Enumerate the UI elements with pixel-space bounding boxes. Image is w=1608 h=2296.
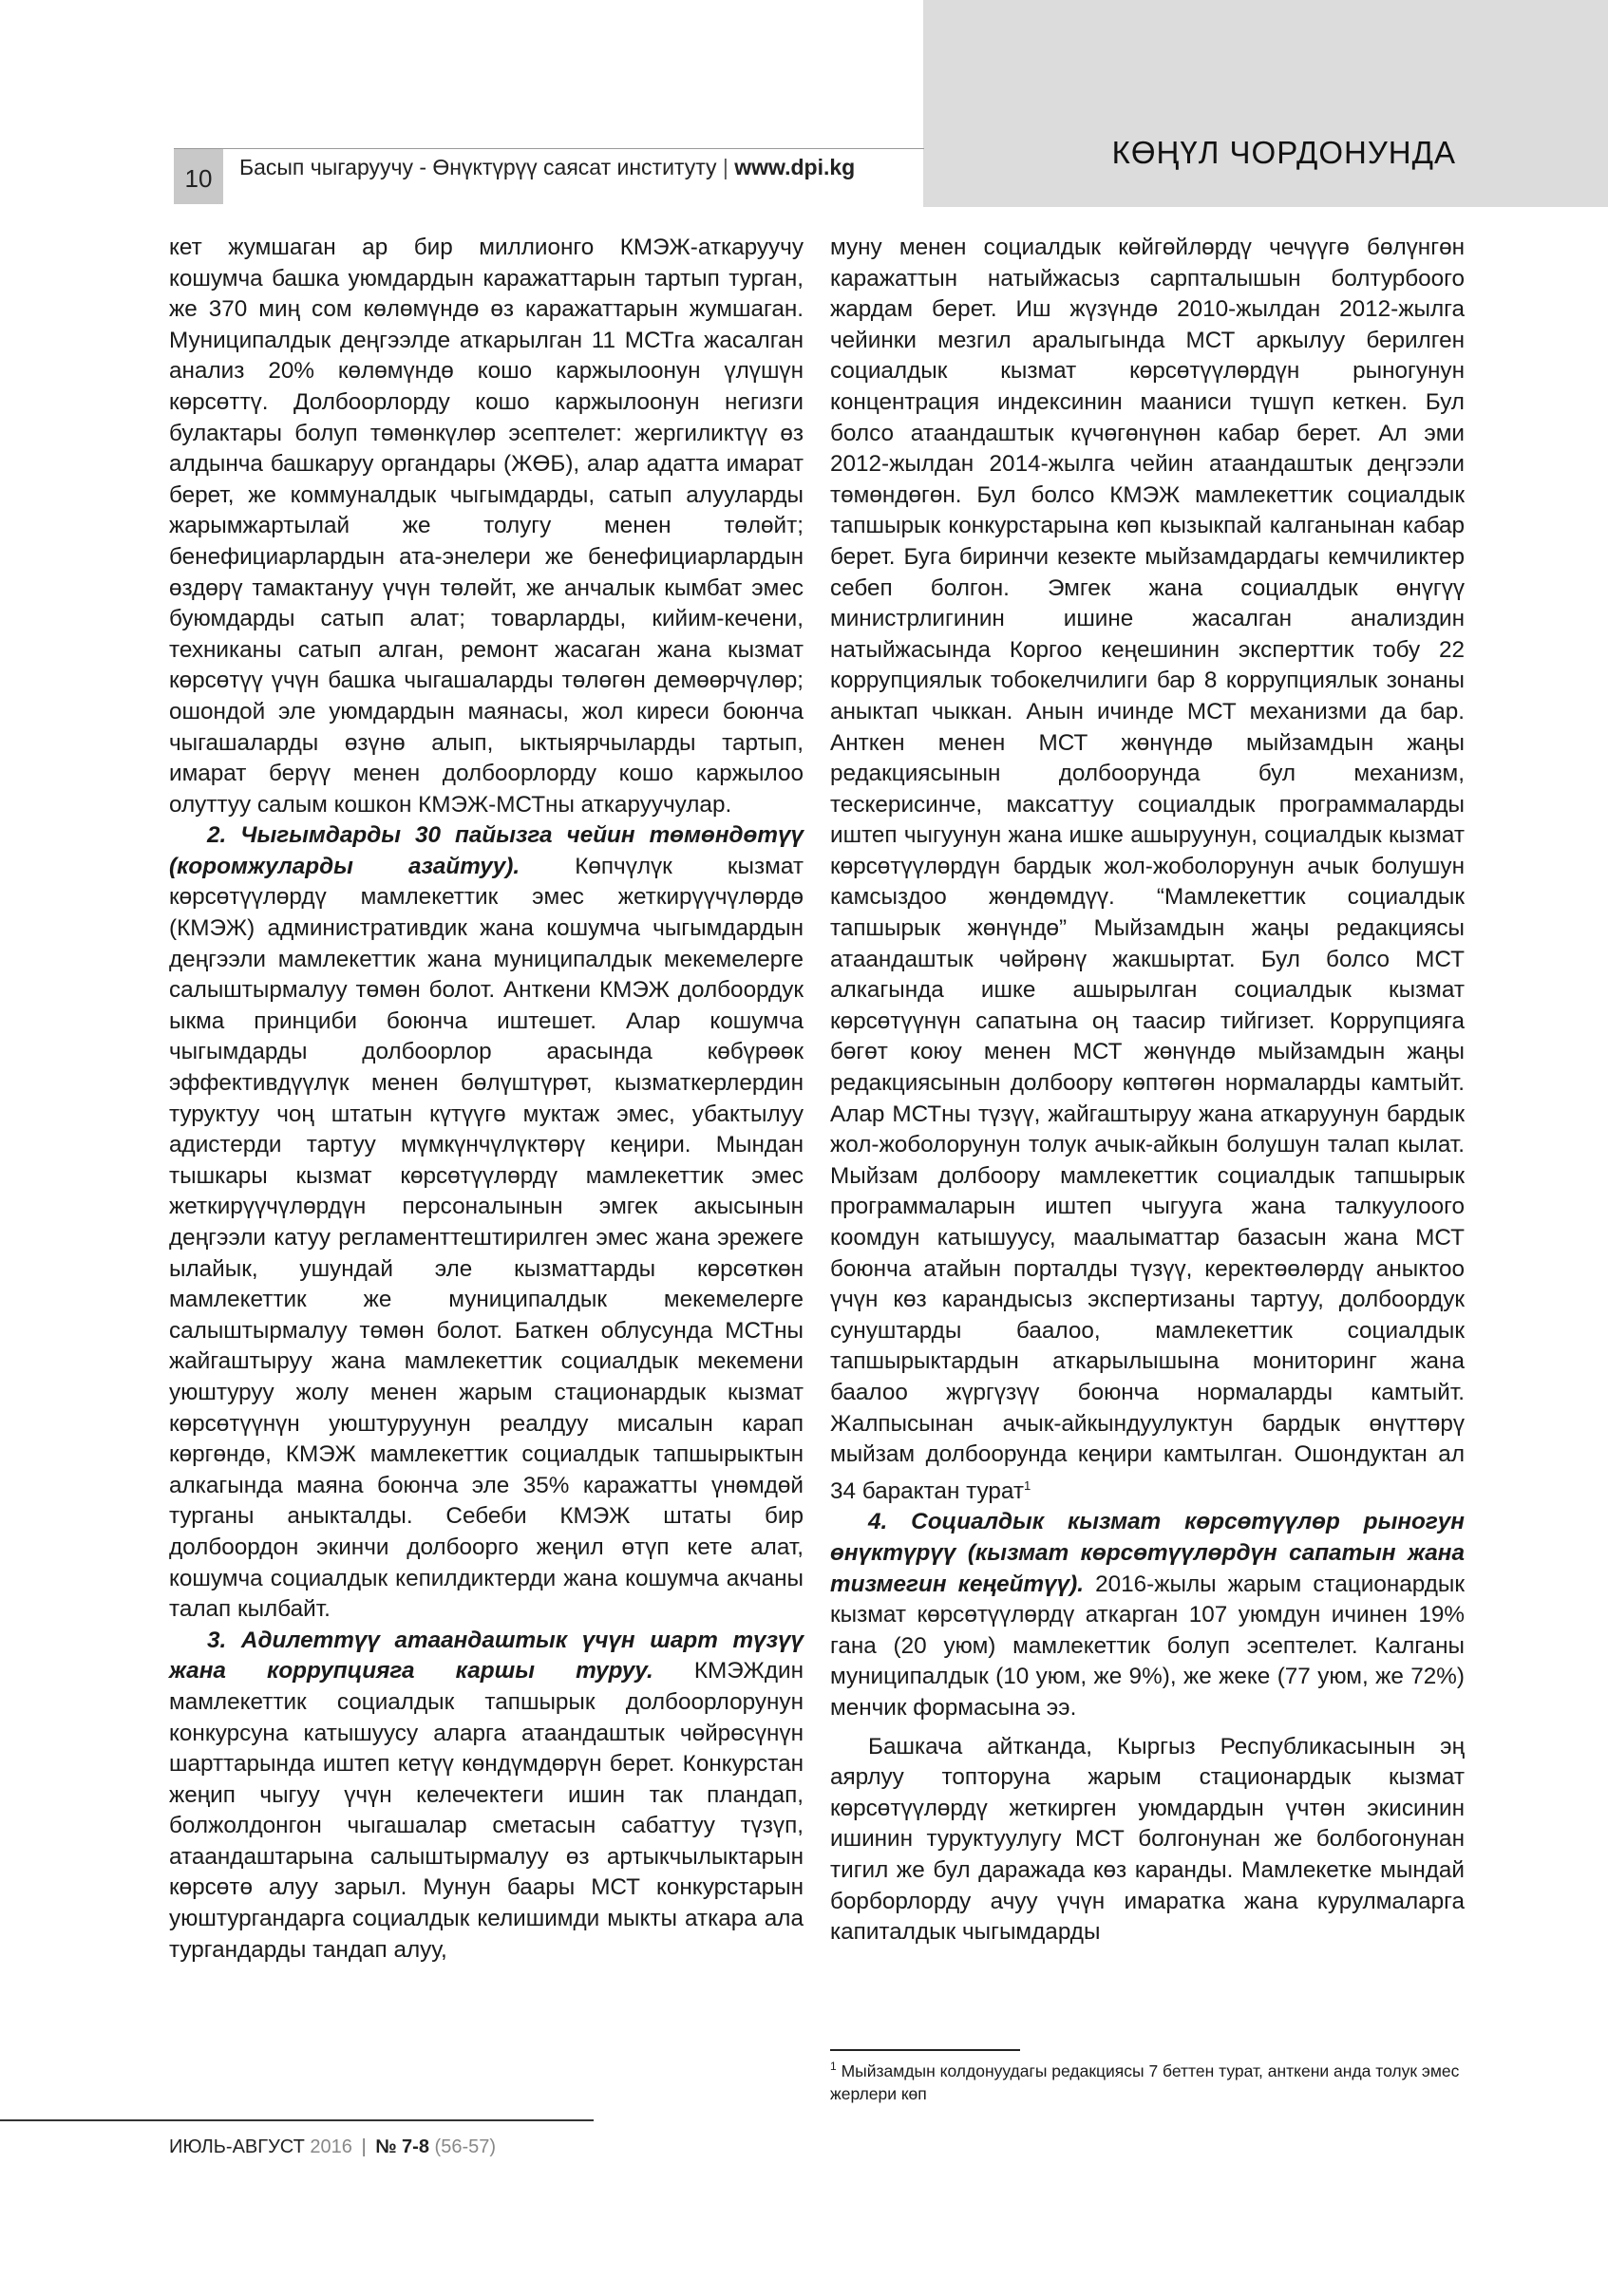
issue-year: 2016 — [310, 2136, 352, 2157]
footer-rule — [0, 2119, 594, 2121]
publisher-name: Басып чыгаруучу - Өнүктүрүү саясат институту — [239, 155, 717, 179]
section-heading-4: 4. Социалдык кызмат көрсөтүүлөр рыногун өнүктүрүү (кызмат көрсөтүүлөрдүн сапатын жана тизмегин кеңейтүү). — [830, 1509, 1465, 1597]
left-section-2 — [169, 820, 804, 1625]
section-heading-2: 2. Чыгымдарды 30 пайызга чейин төмөндөтүү (коромжуларды азайтуу). — [169, 822, 804, 879]
section-header-box — [923, 0, 1608, 207]
issue-months: ИЮЛЬ-АВГУСТ — [169, 2136, 305, 2157]
footnote — [830, 2055, 1465, 2105]
footnote-marker: 1 — [830, 2060, 837, 2073]
right-paragraph-5: Башкача айтканда, Кыргыз Республикасынын эң аярлуу топторуна жарым стационардык кызмат көрсөтүүлөрдү жеткирген уюмдардын үчтөн экисинин ишинин туруктуулугу МСТ болгонунан же болбогонунан тигил же бул даражада көз каранды. Мамлекетке мындай борборлорду ачуу үчүн имаратка жана курулмаларга капиталдык чыгымдарды — [830, 1733, 1465, 1946]
page-number: 10 — [174, 149, 223, 204]
header-rule — [174, 148, 924, 149]
footnote-rule — [830, 2049, 1020, 2051]
left-column — [169, 233, 804, 1966]
issue-pages: (56-57) — [434, 2136, 497, 2157]
footer-separator: | — [361, 2136, 367, 2157]
right-column — [830, 233, 1465, 1948]
issue-number: № 7-8 — [375, 2136, 429, 2157]
right-paragraph-4: 2016-жылы жарым стационардык кызмат көрсөтүүлөрдү аткарган 107 уюмдун ичинен 19% гана (20 уюм) мамлекеттик болуп эсептелет. Калганы муниципалдык (10 уюм, же 9%), же жеке (77 уюм, же 72%) менчик формасына ээ. — [830, 1571, 1465, 1721]
header-separator: | — [722, 155, 728, 179]
section-title: КӨҢҮЛ ЧОРДОНУНДА — [1111, 135, 1456, 170]
right-section-4 — [830, 1507, 1465, 1723]
right-paragraph-1-text: муну менен социалдык көйгөйлөрдү чечүүгө бөлүнгөн каражаттын натыйжасыз сарпталышын болтурбоого жардам берет. Иш жүзүндө 2010-жылдан 2012-жылга чейинки мезгил аралыгында МСТ аркылуу берилген социалдык кызмат көрсөтүүлөрдүн рыногунун концентрация индексинин мааниси түшүп кеткен. Бул болсо атаандаштык күчөгөнүнөн кабар берет. Ал эми 2012-жылдан 2014-жылга чейин атаандаштык деңгээли төмөндөгөн. Бул болсо КМЭЖ мамлекеттик социалдык тапшырык конкурстарына көп кызыкпай калганынан кабар берет. Буга биринчи кезекте мыйзамдардагы кемчиликтер себеп болгон. Эмгек жана социалдык өнүгүү министрлигинин ишине жасалган анализдин натыйжасында Коргоо кеңешинин эксперттик тобу 22 коррупциялык тобокелчилиги бар 8 коррупциялык зонаны аныктап чыккан. Анын ичинде МСТ механизми да бар. Анткен менен МСТ жөнүндө мыйзамдын жаңы редакциясынын долбоорунда бул механизм, тескерисинче, максаттуу социалдык программаларды иштеп чыгуунун жана ишке ашыруунун, социалдык кызмат көрсөтүүлөрдүн бардык жол-жоболорунун ачык болушун камсыздоо жөндөмдүү. “Мамлекеттик социалдык тапшырык жөнүндө” Мыйзамдын жаңы редакциясы атаандаштык чөйрөнү жакшыртат. Бул болсо МСТ алкагында ишке ашырылган социалдык кызмат көрсөтүүнүн сапатына оң таасир тийгизет. Коррупцияга бөгөт коюу менен МСТ жөнүндө мыйзамдын жаңы редакциясынын долбоору көптөгөн нормаларды камтыйт. Алар МСТны түзүү, жайгаштыруу жана аткаруунун бардык жол-жоболорунун толук ачык-айкын болушун талап кылат. Мыйзам долбоору мамлекеттик социалдык тапшырык программаларын иштеп чыгууга жана талкуулоого коомдун катышуусу, маалыматтар базасын жана МСТ боюнча атайын порталды түзүү, керектөөлөрдү аныктоо үчүн көз карандысыз экспертизаны тартуу, долбоордук сунуштарды баалоо, мамлекеттик социалдык тапшырыктардын аткарылышына мониторинг жана баалоо жүргүзүү боюнча нормаларды камтыйт. Жалпысынан ачык-айкындуулуктун бардык өнүттөрү мыйзам долбоорунда кеңири камтылган. Ошондуктан ал 34 барактан турат — [830, 235, 1465, 1504]
issue-info — [169, 2136, 496, 2158]
footnote-reference[interactable]: 1 — [1024, 1477, 1031, 1493]
left-paragraph-3: КМЭЖдин мамлекеттик социалдык тапшырык долбоорлорунун конкурсуна катышуусу аларга атаандаштык чөйрөсүнүн шарттарында иштеп кетүү көндүмдөрүн берет. Конкурстан жеңип чыгуу үчүн келечектеги ишин так пландап, болжолдонгон чыгашалар сметасын сабаттуу түзүп, атаандаштарына салыштырмалуу өз артыкчылыктарын көрсөтө алуу зарыл. Мунун баары МСТ конкурстарын уюштургандарга социалдык келишимди мыкты аткара ала тургандарды тандап алуу, — [169, 1658, 804, 1963]
right-paragraph-1 — [830, 233, 1465, 1507]
left-paragraph-2: Көпчүлүк кызмат көрсөтүүлөрдү мамлекеттик эмес жеткирүүчүлөрдө (КМЭЖ) административдик жана кошумча чыгымдардын деңгээли мамлекеттик жана муниципалдык мекемелерге салыштырмалуу төмөн болот. Анткени КМЭЖ долбоордук ыкма принциби боюнча иштешет. Алар кошумча чыгымдарды долбоорлор арасында көбүрөөк эффективдүүлүк менен бөлүштүрөт, кызматкерлердин туруктуу чоң штатын күтүүгө муктаж эмес, убактылуу адистерди тартуу мүмкүнчүлүктөрү кеңири. Мындан тышкары кызмат көрсөтүүлөрдү мамлекеттик эмес жеткирүүчүлөрдүн персоналынын эмгек акысынын деңгээли катуу регламенттештирилген эмес жана эрежеге ылайык, ушундай эле кызматтарды көрсөткөн мамлекеттик же муниципалдык мекемелерге салыштырмалуу төмөн болот. Баткен облусунда МСТны жайгаштыруу жана мамлекеттик социалдык мекемени уюштуруу жолу менен жарым стационардык кызмат көрсөтүүнүн уюштуруунун реалдуу мисалын карап көргөндө, КМЭЖ мамлекеттик социалдык тапшырыктын алкагында маяна боюнча эле 35% каражатты үнөмдөй турганы аныкталды. Себеби КМЭЖ штаты бир долбоордон экинчи долбоорго жеңил өтүп кете алат, кошумча социалдык кепилдиктерди жана кошумча акчаны талап кылбайт. — [169, 853, 804, 1623]
footnote-text: Мыйзамдын колдонуудагы редакциясы 7 беттен турат, анткени анда толук эмес жерлери көп — [830, 2061, 1460, 2103]
section-heading-3: 3. Адилеттүү атаандаштык үчүн шарт түзүү жана коррупцияга каршы туруу. — [169, 1627, 804, 1684]
left-paragraph-1: кет жумшаган ар бир миллионго КМЭЖ-аткаруучу кошумча башка уюмдардын каражаттарын тартып турган, же 370 миң сом көлөмүндө өз каражаттарын жумшаган. Муниципалдык деңгээлде аткарылган 11 МСТга жасалган анализ 20% көлөмүндө кошо каржылоонун үлүшүн көрсөттү. Долбоорлорду кошо каржылоонун негизги булактары болуп төмөнкүлөр эсептелет: жергиликтүү өз алдынча башкаруу органдары (ЖӨБ), алар адатта имарат берет, же коммуналдык чыгымдарды, сатып алууларды жарымжартылай же толугу менен төлөйт; бенефициарлардын ата-энелери же бенефициарлардын өздөрү тамактануу үчүн төлөйт, же анчалык кымбат эмес буюмдарды сатып алат; товарларды, кийим-кечени, техниканы сатып алган, ремонт жасаган жана кызмат көрсөтүү үчүн башка чыгашаларды төлөгөн демөөрчүлөр; ошондой эле уюмдардын маянасы, жол киреси боюнча чыгашаларды өзүнө алып, ыктыярчыларды тартып, имарат берүү менен долбоорлорду кошо каржылоо олуттуу салым кошкон КМЭЖ-МСТны аткаруучулар. — [169, 235, 804, 818]
publisher-line — [239, 155, 855, 180]
website-link[interactable]: www.dpi.kg — [734, 155, 856, 179]
left-section-3 — [169, 1626, 804, 1967]
